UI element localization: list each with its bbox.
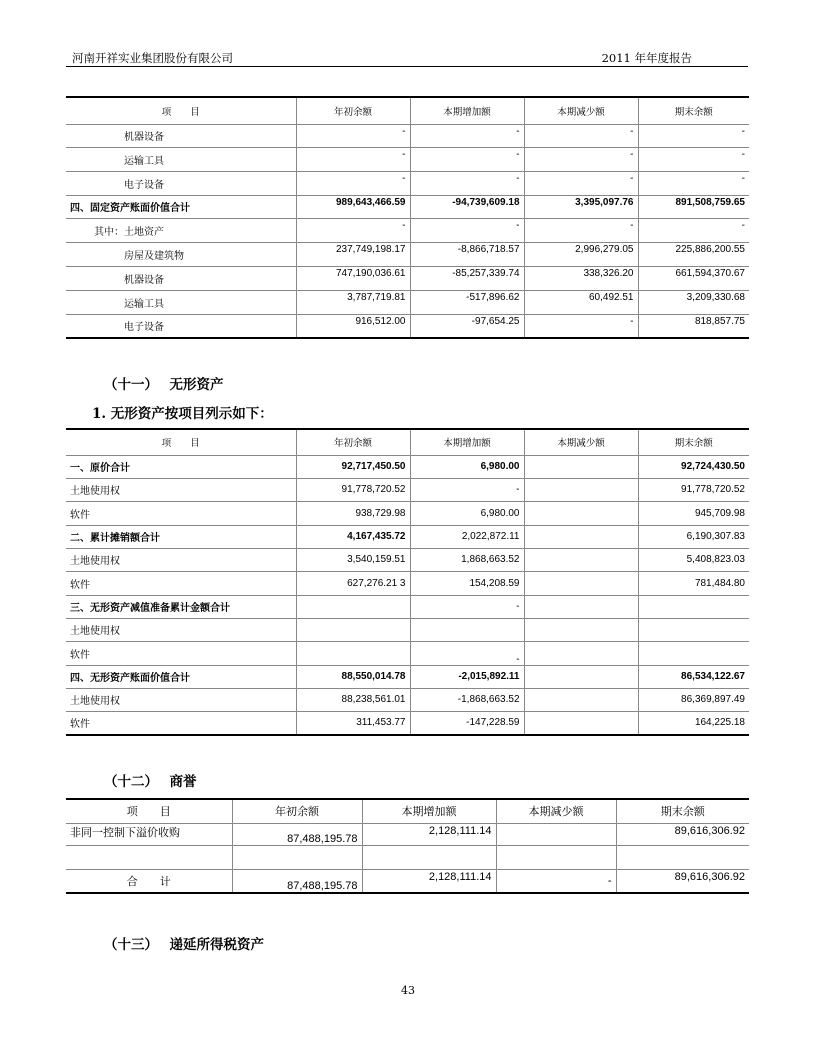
cell bbox=[296, 595, 410, 618]
cell bbox=[638, 618, 749, 641]
cell: 818,857.75 bbox=[638, 314, 749, 338]
row-label: 软件 bbox=[66, 641, 296, 665]
table-header-row bbox=[66, 799, 749, 823]
row-label: 运输工具 bbox=[66, 147, 296, 171]
section-12-title: （十二） 商誉 bbox=[104, 774, 197, 790]
col-decrease: 本期减少额 bbox=[524, 429, 638, 455]
cell: - bbox=[524, 147, 638, 171]
row-label: 四、无形资产账面价值合计 bbox=[66, 665, 296, 688]
cell: 891,508,759.65 bbox=[638, 195, 749, 218]
section-11-title: （十一） 无形资产 bbox=[104, 377, 224, 393]
cell: 92,717,450.50 bbox=[296, 455, 410, 478]
cell: 237,749,198.17 bbox=[296, 242, 410, 266]
table-row bbox=[66, 711, 749, 735]
header-report: 2011 年年度报告 bbox=[601, 51, 692, 65]
cell: 225,886,200.55 bbox=[638, 242, 749, 266]
cell: 164,225.18 bbox=[638, 711, 749, 735]
col-item: 项 目 bbox=[66, 799, 232, 823]
cell: 3,787,719.81 bbox=[296, 290, 410, 314]
cell: -97,654.25 bbox=[410, 314, 524, 338]
cell: - bbox=[410, 478, 524, 501]
cell: 2,996,279.05 bbox=[524, 242, 638, 266]
row-label bbox=[66, 845, 232, 869]
col-closing: 期末余额 bbox=[638, 429, 749, 455]
cell: - bbox=[524, 218, 638, 242]
cell: 338,326.20 bbox=[524, 266, 638, 290]
intangible-assets-table bbox=[66, 428, 749, 736]
goodwill-table bbox=[66, 798, 749, 894]
row-label: 四、固定资产账面价值合计 bbox=[66, 195, 296, 218]
page-header bbox=[66, 48, 748, 67]
col-closing: 期末余额 bbox=[616, 799, 749, 823]
cell: - bbox=[638, 124, 749, 147]
table-row-total bbox=[66, 665, 749, 688]
col-increase: 本期增加额 bbox=[362, 799, 496, 823]
cell: 1,868,663.52 bbox=[410, 548, 524, 571]
fixed-assets-table bbox=[66, 96, 749, 339]
col-item: 项 目 bbox=[66, 97, 296, 124]
cell: 87,488,195.78 bbox=[232, 869, 362, 893]
cell: 938,729.98 bbox=[296, 501, 410, 525]
cell: - bbox=[296, 124, 410, 147]
cell bbox=[524, 478, 638, 501]
table-row bbox=[66, 501, 749, 525]
row-label: 电子设备 bbox=[66, 171, 296, 195]
cell: 87,488,195.78 bbox=[232, 823, 362, 845]
cell: - bbox=[524, 124, 638, 147]
cell bbox=[524, 525, 638, 548]
row-label: 其中：土地资产 bbox=[66, 218, 296, 242]
row-label: 软件 bbox=[66, 571, 296, 595]
cell: 3,395,097.76 bbox=[524, 195, 638, 218]
cell bbox=[524, 641, 638, 665]
table-header-row bbox=[66, 429, 749, 455]
cell bbox=[524, 571, 638, 595]
cell bbox=[616, 845, 749, 869]
cell: 92,724,430.50 bbox=[638, 455, 749, 478]
cell bbox=[524, 501, 638, 525]
row-label: 机器设备 bbox=[66, 266, 296, 290]
cell: 2,128,111.14 bbox=[362, 823, 496, 845]
cell: - bbox=[638, 147, 749, 171]
row-label: 三、无形资产减值准备累计金额合计 bbox=[66, 595, 296, 618]
cell: 747,190,036.61 bbox=[296, 266, 410, 290]
cell: 311,453.77 bbox=[296, 711, 410, 735]
cell: 91,778,720.52 bbox=[638, 478, 749, 501]
table-row bbox=[66, 688, 749, 711]
cell: -94,739,609.18 bbox=[410, 195, 524, 218]
table-row-total bbox=[66, 595, 749, 618]
cell bbox=[296, 641, 410, 665]
col-opening: 年初余额 bbox=[232, 799, 362, 823]
cell: - bbox=[410, 218, 524, 242]
row-label: 软件 bbox=[66, 501, 296, 525]
cell: 3,540,159.51 bbox=[296, 548, 410, 571]
row-label: 软件 bbox=[66, 711, 296, 735]
cell: -8,866,718.57 bbox=[410, 242, 524, 266]
cell: - bbox=[410, 124, 524, 147]
col-item: 项 目 bbox=[66, 429, 296, 455]
cell: 916,512.00 bbox=[296, 314, 410, 338]
table-row-total bbox=[66, 455, 749, 478]
cell: 945,709.98 bbox=[638, 501, 749, 525]
cell bbox=[496, 845, 616, 869]
cell bbox=[232, 845, 362, 869]
col-opening: 年初余额 bbox=[296, 97, 410, 124]
cell: - bbox=[296, 171, 410, 195]
table-header-row bbox=[66, 97, 749, 124]
table-row-total bbox=[66, 525, 749, 548]
table-row bbox=[66, 218, 749, 242]
cell bbox=[410, 618, 524, 641]
table-row bbox=[66, 478, 749, 501]
table-row bbox=[66, 171, 749, 195]
cell: 60,492.51 bbox=[524, 290, 638, 314]
cell: 5,408,823.03 bbox=[638, 548, 749, 571]
cell: 88,238,561.01 bbox=[296, 688, 410, 711]
row-label: 二、累计摊销额合计 bbox=[66, 525, 296, 548]
cell: 154,208.59 bbox=[410, 571, 524, 595]
col-closing: 期末余额 bbox=[638, 97, 749, 124]
cell bbox=[496, 823, 616, 845]
col-increase: 本期增加额 bbox=[410, 97, 524, 124]
cell bbox=[638, 641, 749, 665]
table-row bbox=[66, 571, 749, 595]
table-row-total bbox=[66, 869, 749, 893]
cell: - bbox=[524, 314, 638, 338]
row-label: 土地使用权 bbox=[66, 478, 296, 501]
cell: 89,616,306.92 bbox=[616, 823, 749, 845]
cell: 2,022,872.11 bbox=[410, 525, 524, 548]
cell bbox=[524, 548, 638, 571]
cell: - bbox=[296, 147, 410, 171]
cell: -517,896.62 bbox=[410, 290, 524, 314]
cell: - bbox=[638, 218, 749, 242]
cell: 3,209,330.68 bbox=[638, 290, 749, 314]
cell: 2,128,111.14 bbox=[362, 869, 496, 893]
table-row bbox=[66, 618, 749, 641]
row-label: 土地使用权 bbox=[66, 548, 296, 571]
cell: 91,778,720.52 bbox=[296, 478, 410, 501]
cell: 661,594,370.67 bbox=[638, 266, 749, 290]
cell bbox=[524, 618, 638, 641]
cell: - bbox=[410, 641, 524, 665]
table-row bbox=[66, 147, 749, 171]
col-increase: 本期增加额 bbox=[410, 429, 524, 455]
cell: - bbox=[410, 147, 524, 171]
cell: 6,980.00 bbox=[410, 501, 524, 525]
table-row bbox=[66, 641, 749, 665]
cell: 86,534,122.67 bbox=[638, 665, 749, 688]
row-label: 电子设备 bbox=[66, 314, 296, 338]
cell: 86,369,897.49 bbox=[638, 688, 749, 711]
table-row bbox=[66, 845, 749, 869]
cell: - bbox=[410, 595, 524, 618]
row-label: 机器设备 bbox=[66, 124, 296, 147]
cell: -1,868,663.52 bbox=[410, 688, 524, 711]
section-11-subtitle: 1. 无形资产按项目列示如下： bbox=[92, 406, 273, 422]
cell: - bbox=[496, 869, 616, 893]
row-label: 土地使用权 bbox=[66, 618, 296, 641]
row-label: 非同一控制下溢价收购 bbox=[66, 823, 232, 845]
cell: 89,616,306.92 bbox=[616, 869, 749, 893]
col-opening: 年初余额 bbox=[296, 429, 410, 455]
cell: - bbox=[524, 171, 638, 195]
section-13-title: （十三） 递延所得税资产 bbox=[104, 937, 264, 953]
row-label: 一、原价合计 bbox=[66, 455, 296, 478]
page-number: 43 bbox=[401, 984, 415, 997]
cell: 6,190,307.83 bbox=[638, 525, 749, 548]
header-company: 河南开祥实业集团股份有限公司 bbox=[72, 51, 233, 65]
cell: - bbox=[410, 171, 524, 195]
col-decrease: 本期减少额 bbox=[496, 799, 616, 823]
table-row bbox=[66, 548, 749, 571]
table-row bbox=[66, 124, 749, 147]
cell: 781,484.80 bbox=[638, 571, 749, 595]
cell: -2,015,892.11 bbox=[410, 665, 524, 688]
cell: 4,167,435.72 bbox=[296, 525, 410, 548]
cell: -85,257,339.74 bbox=[410, 266, 524, 290]
col-decrease: 本期减少额 bbox=[524, 97, 638, 124]
cell: 627,276.21 3 bbox=[296, 571, 410, 595]
table-row bbox=[66, 266, 749, 290]
table-row-total bbox=[66, 195, 749, 218]
table-row bbox=[66, 242, 749, 266]
cell: 88,550,014.78 bbox=[296, 665, 410, 688]
cell bbox=[638, 595, 749, 618]
cell bbox=[296, 618, 410, 641]
cell bbox=[524, 688, 638, 711]
cell: - bbox=[296, 218, 410, 242]
cell bbox=[362, 845, 496, 869]
table-row bbox=[66, 290, 749, 314]
cell bbox=[524, 595, 638, 618]
cell: - bbox=[638, 171, 749, 195]
row-label: 房屋及建筑物 bbox=[66, 242, 296, 266]
table-row bbox=[66, 314, 749, 338]
row-label: 运输工具 bbox=[66, 290, 296, 314]
row-label: 合 计 bbox=[66, 869, 232, 893]
cell bbox=[524, 711, 638, 735]
cell: -147,228.59 bbox=[410, 711, 524, 735]
table-row bbox=[66, 823, 749, 845]
cell: 6,980.00 bbox=[410, 455, 524, 478]
cell: 989,643,466.59 bbox=[296, 195, 410, 218]
row-label: 土地使用权 bbox=[66, 688, 296, 711]
cell bbox=[524, 455, 638, 478]
cell bbox=[524, 665, 638, 688]
